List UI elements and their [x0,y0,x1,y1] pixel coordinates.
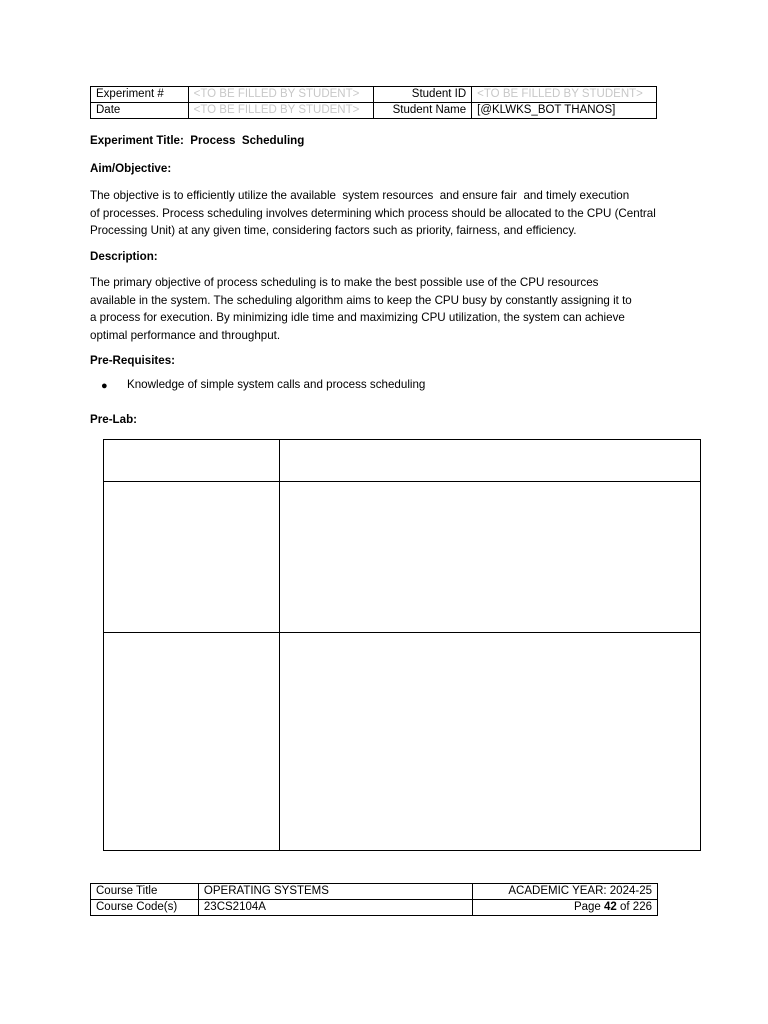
page-prefix: Page [573,901,605,913]
bullet-icon: ● [101,380,108,392]
prelab-table [103,439,701,851]
student-name-field[interactable]: [@KLWKS_BOT THANOS] [472,103,657,119]
student-id-label: Student ID [374,87,472,103]
date-label: Date [91,103,189,119]
footer-row-code [91,900,658,916]
date-field[interactable]: <TO BE FILLED BY STUDENT> [188,103,374,119]
page-suffix: of 226 [616,901,652,913]
page-indicator [473,900,658,916]
page-number: 42 [604,901,617,913]
prelab-row [104,482,701,633]
prelab-cell[interactable] [279,440,700,482]
aim-paragraph [90,187,690,240]
student-id-field[interactable]: <TO BE FILLED BY STUDENT> [472,87,657,103]
header-row-experiment [91,87,657,103]
description-heading: Description: [90,250,158,263]
academic-year: ACADEMIC YEAR: 2024-25 [473,884,658,900]
description-line: The primary objective of process scheduling is to make the best possible use of the CPU resources [90,276,599,289]
prelab-cell[interactable] [279,482,700,633]
aim-line: The objective is to efficiently utilize the available system resources and ensure fair and timely execution [90,189,630,202]
prerequisites-heading: Pre-Requisites: [90,354,176,367]
course-code-label: Course Code(s) [91,900,199,916]
prelab-row [104,633,701,851]
aim-line: Processing Unit) at any given time, considering factors such as priority, fairness, and efficiency. [90,224,577,237]
description-line: optimal performance and throughput. [90,328,281,342]
aim-heading: Aim/Objective: [90,162,172,175]
prelab-row [104,440,701,482]
prelab-heading: Pre-Lab: [90,413,138,426]
footer-row-title [91,884,658,900]
experiment-number-field[interactable]: <TO BE FILLED BY STUDENT> [188,87,374,103]
description-line: a process for execution. By minimizing idle time and maximizing CPU utilization, the system can achieve [90,311,625,324]
prelab-cell[interactable] [104,440,280,482]
description-paragraph [90,274,690,344]
prerequisite-item: Knowledge of simple system calls and process scheduling [127,378,426,391]
description-line: available in the system. The scheduling algorithm aims to keep the CPU busy by constantly assigning it to [90,293,632,307]
experiment-number-label: Experiment # [91,87,189,103]
prelab-cell[interactable] [104,482,280,633]
prelab-cell[interactable] [279,633,700,851]
experiment-title: Experiment Title: Process Scheduling [90,134,305,147]
course-title-value: OPERATING SYSTEMS [198,884,472,900]
aim-line: of processes. Process scheduling involves determining which process should be allocated to the CPU (Central [90,206,656,220]
prelab-cell[interactable] [104,633,280,851]
header-info-table [90,86,657,119]
course-title-label: Course Title [91,884,199,900]
header-row-date [91,103,657,119]
course-code-value: 23CS2104A [198,900,472,916]
student-name-label: Student Name [374,103,472,119]
footer-table [90,883,658,916]
